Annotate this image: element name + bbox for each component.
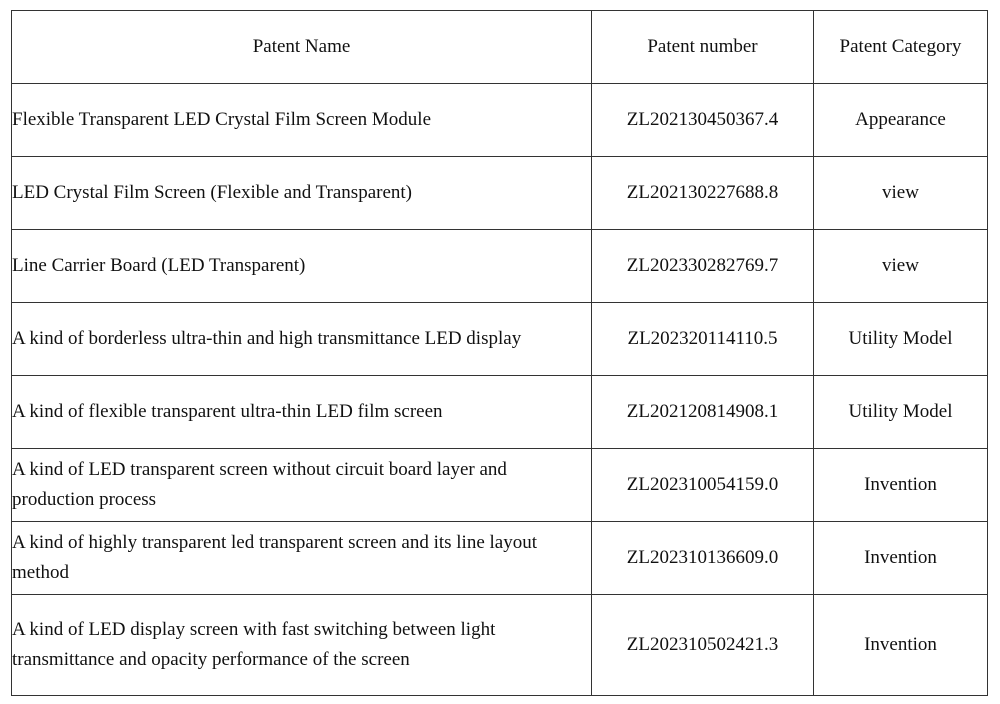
table-row bbox=[12, 449, 988, 522]
patent-name-cell: A kind of LED display screen with fast switching between light transmittance and opacity performance of the screen bbox=[12, 595, 592, 696]
patent-name-cell: A kind of LED transparent screen without circuit board layer and production process bbox=[12, 449, 592, 522]
patent-number-cell: ZL202310136609.0 bbox=[592, 522, 814, 595]
patent-number-cell: ZL202130450367.4 bbox=[592, 84, 814, 157]
table-row bbox=[12, 303, 988, 376]
patent-category-cell: view bbox=[814, 230, 988, 303]
patent-number-cell: ZL202120814908.1 bbox=[592, 376, 814, 449]
patent-name-cell: Line Carrier Board (LED Transparent) bbox=[12, 230, 592, 303]
patent-table bbox=[11, 10, 988, 696]
patent-table-container bbox=[11, 10, 987, 696]
patent-name-cell: LED Crystal Film Screen (Flexible and Transparent) bbox=[12, 157, 592, 230]
patent-category-cell: view bbox=[814, 157, 988, 230]
patent-number-cell: ZL202310054159.0 bbox=[592, 449, 814, 522]
patent-number-cell: ZL202330282769.7 bbox=[592, 230, 814, 303]
table-row bbox=[12, 230, 988, 303]
patent-category-cell: Invention bbox=[814, 522, 988, 595]
patent-name-cell: A kind of borderless ultra-thin and high transmittance LED display bbox=[12, 303, 592, 376]
table-row bbox=[12, 595, 988, 696]
header-patent-category: Patent Category bbox=[814, 11, 988, 84]
patent-number-cell: ZL202130227688.8 bbox=[592, 157, 814, 230]
patent-number-cell: ZL202320114110.5 bbox=[592, 303, 814, 376]
table-row bbox=[12, 376, 988, 449]
patent-name-cell: A kind of highly transparent led transparent screen and its line layout method bbox=[12, 522, 592, 595]
patent-name-cell: Flexible Transparent LED Crystal Film Screen Module bbox=[12, 84, 592, 157]
patent-category-cell: Utility Model bbox=[814, 303, 988, 376]
patent-category-cell: Utility Model bbox=[814, 376, 988, 449]
table-header-row bbox=[12, 11, 988, 84]
patent-number-cell: ZL202310502421.3 bbox=[592, 595, 814, 696]
header-patent-number: Patent number bbox=[592, 11, 814, 84]
patent-category-cell: Invention bbox=[814, 595, 988, 696]
table-row bbox=[12, 157, 988, 230]
table-row bbox=[12, 522, 988, 595]
table-row bbox=[12, 84, 988, 157]
patent-category-cell: Appearance bbox=[814, 84, 988, 157]
patent-name-cell: A kind of flexible transparent ultra-thin LED film screen bbox=[12, 376, 592, 449]
patent-category-cell: Invention bbox=[814, 449, 988, 522]
header-patent-name: Patent Name bbox=[12, 11, 592, 84]
